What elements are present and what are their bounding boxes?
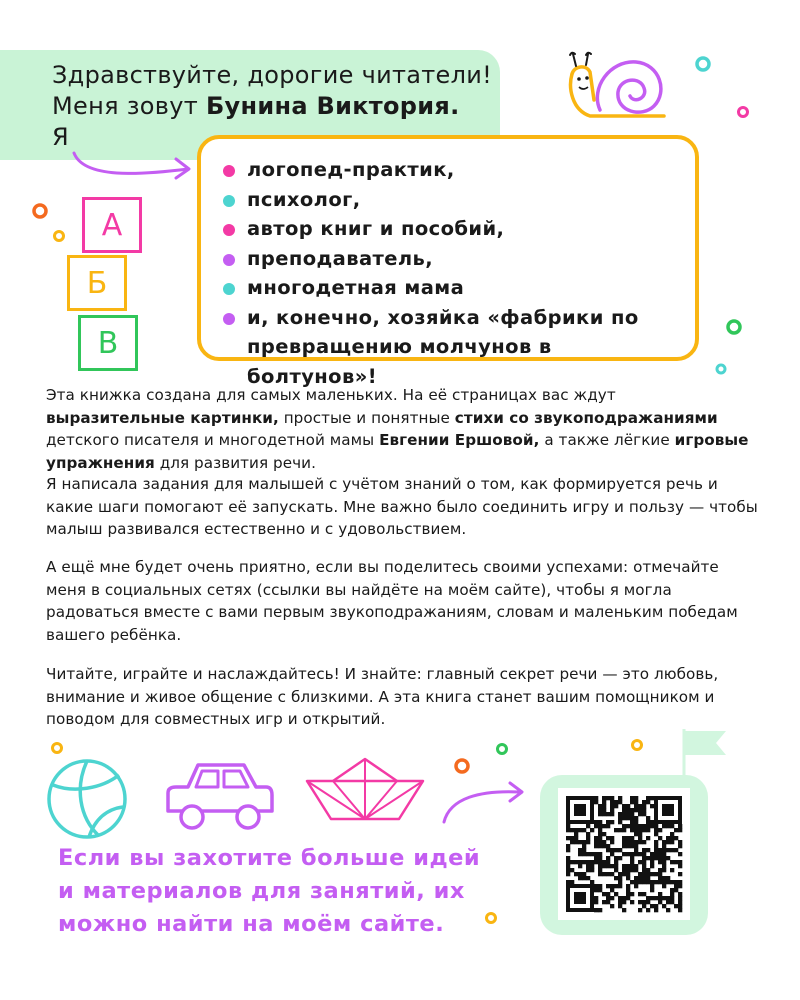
method-paragraph: Я написала задания для малышей с учётом знаний о том, как формируется речь и какие шаги помогают её запускать. Мне важно было соединить игру и пользу — чтобы малыш развивался естественно и с удовольствием. [46, 475, 758, 539]
bullet-dot [223, 195, 235, 207]
closing-paragraph: Читайте, играйте и наслаждайтесь! И знайте: главный секрет речи — это любовь, внимание и живое общение с близкими. А эта книга станет вашим помощником и поводом для совместных игр и открытий. [46, 665, 719, 729]
letter-block-v: В [78, 315, 138, 371]
intro-paragraph: Эта книжка создана для самых маленьких. На её страницах вас ждут выразительные картинки, простые и понятные стихи со звукоподражаниями детского писателя и многодетной мамы Евгении Ершовой, а также лёгкие игровые упражнения для развития речи. [46, 386, 749, 472]
greeting-line2-prefix: Меня зовут [52, 92, 206, 120]
role-item: многодетная мама [223, 273, 695, 303]
roles-box [197, 135, 699, 388]
paper-boat-icon [303, 755, 428, 825]
greeting-line3: Я [52, 123, 69, 151]
roles-list [201, 139, 695, 391]
role-item: автор книг и пособий, [223, 214, 695, 244]
bullet-dot [223, 283, 235, 295]
role-item: психолог, [223, 185, 695, 215]
arrow-icon [440, 778, 530, 828]
letter-block-a: А [82, 197, 142, 253]
bullet-dot [223, 313, 235, 325]
greeting-line1: Здравствуйте, дорогие читатели! [52, 61, 493, 89]
snail-icon [560, 48, 675, 123]
arrow-icon [70, 145, 200, 190]
car-icon [162, 757, 277, 837]
bullet-dot [223, 254, 235, 266]
qr-code[interactable] [558, 788, 690, 920]
author-name: Бунина Виктория. [205, 92, 460, 120]
website-callout: Если вы захотите больше идей и материалов для занятий, их можно найти на моём сайте. [58, 845, 481, 937]
share-paragraph: А ещё мне будет очень приятно, если вы поделитесь своими успехами: отмечайте меня в социальных сетях (ссылки вы найдёте на моём сайте), чтобы я могла радоваться вместе с вами первым звукоподражаниям, словам и маленьким победам вашего ребёнка. [46, 558, 738, 644]
role-item: и, конечно, хозяйка «фабрики по превращению молчунов в болтунов»! [223, 303, 687, 392]
letter-block-b: Б [67, 255, 127, 311]
bullet-dot [223, 165, 235, 177]
ball-icon [45, 757, 130, 842]
bullet-dot [223, 224, 235, 236]
qr-code-graphic [558, 788, 690, 920]
role-item: логопед-практик, [223, 155, 695, 185]
role-item: преподаватель, [223, 244, 695, 274]
